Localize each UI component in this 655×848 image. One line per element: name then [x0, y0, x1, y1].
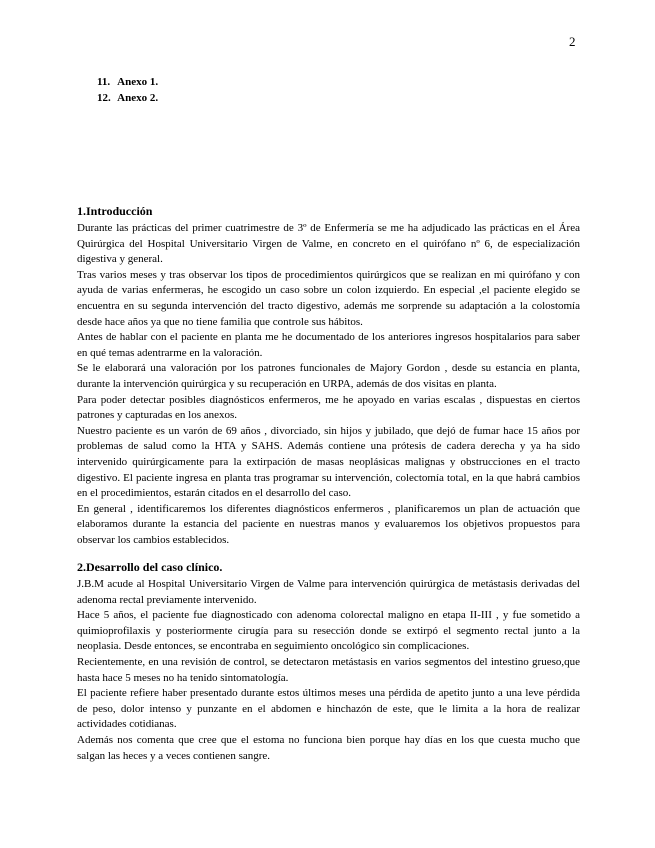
paragraph: Además nos comenta que cree que el estoma no funciona bien porque hay días en los que cuesta mucho que salgan las heces y a veces contienen sangre.	[77, 733, 580, 762]
toc-item-label: Anexo 2.	[117, 92, 159, 104]
toc-item-annex-1[interactable]	[97, 74, 158, 90]
section-case-development	[77, 559, 580, 764]
paragraph: J.B.M acude al Hospital Universitario Virgen de Valme para intervención quirúrgica de metástasis derivadas del adenoma rectal previamente intervenido.	[77, 578, 580, 606]
paragraph: Hace 5 años, el paciente fue diagnosticado con adenoma colorectal maligno en etapa II-III , y fue sometido a quimioprofilaxis y posteriormente cirugía para su resección donde se extirpó el segmento rectal junto a la neoplasia. Desde entonces, se encontraba en seguimiento oncológico sin complicaciones.	[77, 609, 580, 653]
paragraph: Tras varios meses y tras observar los tipos de procedimientos quirúrgicos que se realizan en mi quirófano y con ayuda de varias enfermeras, he escogido un caso sobre un colon izquierdo. En especial ,el paciente elegido se encuentra en su segunda intervención del tracto digestivo, además me sorprende su adaptación a la colostomía desde hace años ya que no tiene familia que controle sus hábitos.	[77, 268, 580, 328]
table-of-contents	[97, 74, 158, 106]
section-introduction	[77, 203, 580, 548]
toc-item-number: 12.	[97, 92, 111, 104]
toc-item-annex-2[interactable]	[97, 90, 158, 106]
paragraph: Recientemente, en una revisión de control, se detectaron metástasis en varios segmentos del intestino grueso,que hasta hace 5 meses no ha tenido sintomatología.	[77, 655, 580, 684]
page-number: 2	[569, 34, 576, 49]
section-title: 1.Introducción	[77, 204, 153, 218]
paragraph: Para poder detectar posibles diagnósticos enfermeros, me he apoyado en varias escalas , dispuestas en ciertos patrones y capturadas en los anexos.	[77, 393, 580, 422]
paragraph: Nuestro paciente es un varón de 69 años , divorciado, sin hijos y jubilado, que dejó de fumar hace 15 años por problemas de salud como la HTA y SAHS. Además contiene una prótesis de cadera derecha y ya ha sido intervenido quirúrgicamente para la extirpación de masas neoplásicas malignas y obstrucciones en el tracto digestivo. El paciente ingresa en planta tras programar su intervención, colectomía total, en la que habrá cambios en el procedimientos, estarán citados en el desarrollo del caso.	[77, 424, 580, 500]
paragraph: Antes de hablar con el paciente en planta me he documentado de los anteriores ingresos hospitalarios para saber en qué temas adentrarme en la valoración.	[77, 331, 580, 359]
paragraph: Se le elaborará una valoración por los patrones funcionales de Majory Gordon , desde su estancia en planta, durante la intervención quirúrgica y su recuperación en URPA, además de dos visitas en planta.	[77, 362, 580, 390]
paragraph: En general , identificaremos los diferentes diagnósticos enfermeros , planificaremos un plan de actuación que elaboramos durante la estancia del paciente en nuestras manos y evaluaremos los objetivos propuestos para observar los cambios establecidos.	[77, 502, 580, 546]
toc-item-label: Anexo 1.	[117, 76, 159, 88]
paragraph: El paciente refiere haber presentado durante estos últimos meses una pérdida de apetito junto a una leve pérdida de peso, dolor intenso y punzante en el abdomen e hinchazón de este, que le limita a la hora de realizar actividades cotidianas.	[77, 687, 580, 731]
section-title: 2.Desarrollo del caso clínico.	[77, 560, 223, 574]
paragraph: Durante las prácticas del primer cuatrimestre de 3º de Enfermería se me ha adjudicado las prácticas en el Área Quirúrgica del Hospital Universitario Virgen de Valme, en concreto en el quirófano nº 6, de especialización digestiva y general.	[77, 222, 580, 266]
toc-item-number: 11.	[97, 76, 111, 88]
